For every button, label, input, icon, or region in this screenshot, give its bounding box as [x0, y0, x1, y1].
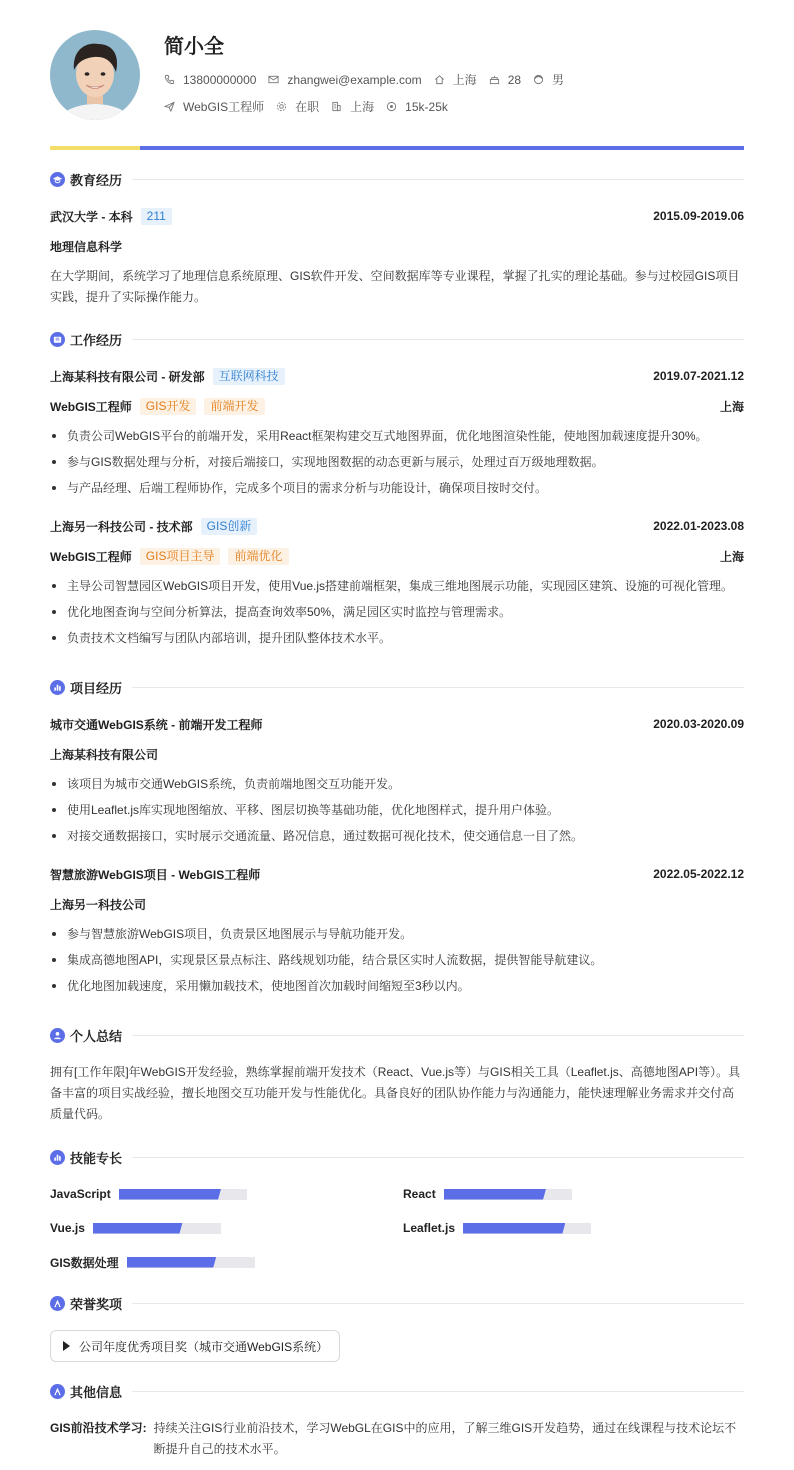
section-title-text: 工作经历 — [70, 332, 123, 348]
skill-tag: 前端优化 — [228, 548, 288, 565]
other-info — [50, 1418, 744, 1460]
work-city: 上海 — [719, 399, 744, 414]
mail-icon — [268, 74, 279, 85]
gear-icon — [276, 101, 287, 112]
skill-name: JavaScript — [50, 1187, 111, 1201]
project-title: 城市交通WebGIS系统 - 前端开发工程师 — [50, 717, 263, 732]
section-rule — [132, 1157, 744, 1158]
project-period: 2020.03-2020.09 — [653, 717, 744, 731]
list-item: 主导公司智慧园区WebGIS项目开发，使用Vue.js搭建前端框架，集成三维地图展示功能，实现园区建筑、设施的可视化管理。 — [50, 573, 744, 599]
section-honors — [50, 1293, 744, 1313]
list-item: 参与智慧旅游WebGIS项目，负责景区地图展示与导航功能开发。 — [50, 921, 744, 947]
status-item — [276, 98, 319, 115]
work-role-row — [50, 396, 744, 416]
work-bullets — [50, 573, 744, 651]
cake-icon — [489, 74, 500, 85]
section-rule — [132, 1303, 744, 1304]
project-company: 上海另一科技公司 — [50, 897, 147, 912]
section-other — [50, 1381, 744, 1401]
phone-number[interactable]: 13800000000 — [183, 72, 257, 87]
graduation-cap-icon — [50, 172, 65, 187]
skill-level-bar — [127, 1257, 255, 1268]
skill-tag: GIS开发 — [140, 398, 197, 415]
email-address[interactable]: zhangwei@example.com — [287, 72, 422, 87]
email-item — [268, 73, 421, 87]
briefcase-icon — [50, 332, 65, 347]
phone-item — [164, 73, 256, 87]
award-icon — [50, 1296, 65, 1311]
skill-name: GIS数据处理 — [50, 1255, 119, 1270]
list-item: 对接交通数据接口，实时展示交通流量、路况信息，通过数据可视化技术，使交通信息一目了然。 — [50, 823, 744, 849]
location-text: 上海 — [452, 73, 477, 87]
bar-chart-icon — [50, 680, 65, 695]
skill-name: React — [403, 1187, 436, 1201]
coin-icon — [386, 101, 397, 112]
header-divider-highlight — [50, 146, 140, 150]
section-summary — [50, 1025, 744, 1045]
section-rule — [132, 339, 744, 340]
list-item: 集成高德地图API，实现景区景点标注、路线规划功能，结合景区实时人流数据，提供智能导航建议。 — [50, 947, 744, 973]
education-description: 在大学期间，系统学习了地理信息系统原理、GIS软件开发、空间数据库等专业课程，掌握了扎实的理论基础。参与过校园GIS项目实践，提升了实际操作能力。 — [50, 269, 740, 304]
project-bullets — [50, 921, 744, 999]
skill-tag: GIS项目主导 — [140, 548, 221, 565]
project-company-row — [50, 894, 744, 914]
skill-level-fill — [127, 1257, 217, 1268]
job-intent-row — [164, 98, 460, 115]
work-role-row — [50, 546, 744, 566]
section-rule — [132, 1391, 744, 1392]
other-text: 持续关注GIS行业前沿技术，学习WebGL在GIS中的应用，了解三维GIS开发趋势，通过在线课程与技术论坛不断提升自己的技术水平。 — [153, 1421, 737, 1456]
skill-name: Vue.js — [50, 1221, 85, 1235]
education-period: 2015.09-2019.06 — [653, 209, 744, 223]
company-name: 上海某科技有限公司 - 研发部 — [50, 369, 205, 384]
skill-level-fill — [119, 1189, 221, 1200]
project-title: 智慧旅游WebGIS项目 - WebGIS工程师 — [50, 867, 261, 882]
section-projects — [50, 677, 744, 697]
skill-level-fill — [444, 1189, 546, 1200]
building-icon — [331, 101, 342, 112]
candidate-name: 简小全 — [164, 36, 224, 58]
job-role: WebGIS工程师 — [50, 549, 132, 564]
contact-row — [164, 71, 576, 88]
gender-icon — [533, 74, 544, 85]
skill-tag: 前端开发 — [204, 398, 264, 415]
work-company-row — [50, 366, 744, 386]
resume-header — [50, 30, 744, 120]
other-label: GIS前沿技术学习: — [50, 1421, 147, 1435]
status-text: 在职 — [295, 100, 320, 114]
phone-icon — [164, 74, 175, 85]
user-icon — [50, 1028, 65, 1043]
age-text: 28 — [507, 72, 522, 87]
industry-tag: 互联网科技 — [213, 368, 285, 385]
school-tag: 211 — [141, 208, 172, 225]
section-title-text: 其他信息 — [70, 1384, 123, 1400]
award-icon — [50, 1384, 65, 1399]
section-title-text: 项目经历 — [70, 680, 123, 696]
major-name: 地理信息科学 — [50, 239, 123, 254]
job-title-item — [164, 98, 264, 115]
work-period: 2022.01-2023.08 — [653, 519, 744, 533]
list-item: 优化地图查询与空间分析算法，提高查询效率50%，满足园区实时监控与管理需求。 — [50, 599, 744, 625]
industry-tag: GIS创新 — [201, 518, 258, 535]
home-icon — [434, 74, 445, 85]
salary-item — [386, 100, 448, 114]
school-name: 武汉大学 - 本科 — [50, 209, 133, 224]
section-title-text: 荣誉奖项 — [70, 1296, 123, 1312]
project-company-row — [50, 744, 744, 764]
section-rule — [132, 1035, 744, 1036]
project-period: 2022.05-2022.12 — [653, 867, 744, 881]
company-name: 上海另一科技公司 - 技术部 — [50, 519, 193, 534]
section-rule — [132, 179, 744, 180]
header-divider — [50, 146, 744, 150]
project-title-row — [50, 714, 744, 734]
honor-text: 公司年度优秀项目奖（城市交通WebGIS系统） — [79, 1339, 329, 1354]
section-title-text: 个人总结 — [70, 1028, 123, 1044]
skill-level-bar — [463, 1223, 591, 1234]
project-company: 上海某科技有限公司 — [50, 747, 159, 762]
gender-item — [533, 71, 564, 88]
job-role: WebGIS工程师 — [50, 399, 132, 414]
list-item: 使用Leaflet.js库实现地图缩放、平移、图层切换等基础功能，优化地图样式，提升用户体验。 — [50, 797, 744, 823]
target-city-text: 上海 — [350, 100, 375, 114]
project-title-row — [50, 864, 744, 884]
work-bullets — [50, 423, 744, 501]
section-title-text: 教育经历 — [70, 172, 123, 188]
skill-item — [50, 1184, 247, 1204]
job-title-text: WebGIS工程师 — [183, 100, 265, 114]
summary-text: 拥有[工作年限]年WebGIS开发经验，熟练掌握前端开发技术（React、Vue.js等）与GIS相关工具（Leaflet.js、高德地图API等）。具备丰富的项目实战经验，擅长地图交互功能开发与性能优化。具备良好的团队协作能力与沟通能力，能快速理解业务需求并交付高质量代码。 — [50, 1065, 741, 1121]
honor-item-toggle[interactable] — [50, 1330, 340, 1362]
location-item — [434, 71, 477, 88]
list-item: 与产品经理、后端工程师协作，完成多个项目的需求分析与功能设计，确保项目按时交付。 — [50, 475, 744, 501]
section-education — [50, 169, 744, 189]
list-item: 负责公司WebGIS平台的前端开发，采用React框架构建交互式地图界面，优化地图渲染性能，使地图加载速度提升30%。 — [50, 423, 744, 449]
list-item: 该项目为城市交通WebGIS系统，负责前端地图交互功能开发。 — [50, 771, 744, 797]
skill-level-fill — [93, 1223, 183, 1234]
bar-chart-icon — [50, 1150, 65, 1165]
education-row — [50, 206, 744, 226]
project-bullets — [50, 771, 744, 849]
skill-level-bar — [93, 1223, 221, 1234]
skill-item — [50, 1252, 255, 1272]
skill-item — [403, 1218, 591, 1238]
skill-level-bar — [119, 1189, 247, 1200]
list-item: 优化地图加载速度，采用懒加载技术，使地图首次加载时间缩短至3秒以内。 — [50, 973, 744, 999]
caret-right-icon — [63, 1341, 70, 1351]
work-company-row — [50, 516, 744, 536]
age-item — [489, 73, 521, 87]
major-row — [50, 236, 744, 256]
send-icon — [164, 101, 175, 112]
avatar — [50, 30, 140, 120]
list-item: 负责技术文档编写与团队内部培训，提升团队整体技术水平。 — [50, 625, 744, 651]
section-rule — [132, 687, 744, 688]
skill-item — [403, 1184, 572, 1204]
section-title-text: 技能专长 — [70, 1150, 123, 1166]
skill-level-bar — [444, 1189, 572, 1200]
target-city-item — [331, 98, 374, 115]
section-work — [50, 329, 744, 349]
skill-level-fill — [463, 1223, 565, 1234]
skill-item — [50, 1218, 221, 1238]
list-item: 参与GIS数据处理与分析，对接后端接口，实现地图数据的动态更新与展示，处理过百万级地理数据。 — [50, 449, 744, 475]
work-period: 2019.07-2021.12 — [653, 369, 744, 383]
gender-text: 男 — [552, 73, 565, 87]
salary-text: 15k-25k — [405, 99, 448, 114]
section-skills — [50, 1147, 744, 1167]
skill-name: Leaflet.js — [403, 1221, 456, 1235]
work-city: 上海 — [719, 549, 744, 564]
